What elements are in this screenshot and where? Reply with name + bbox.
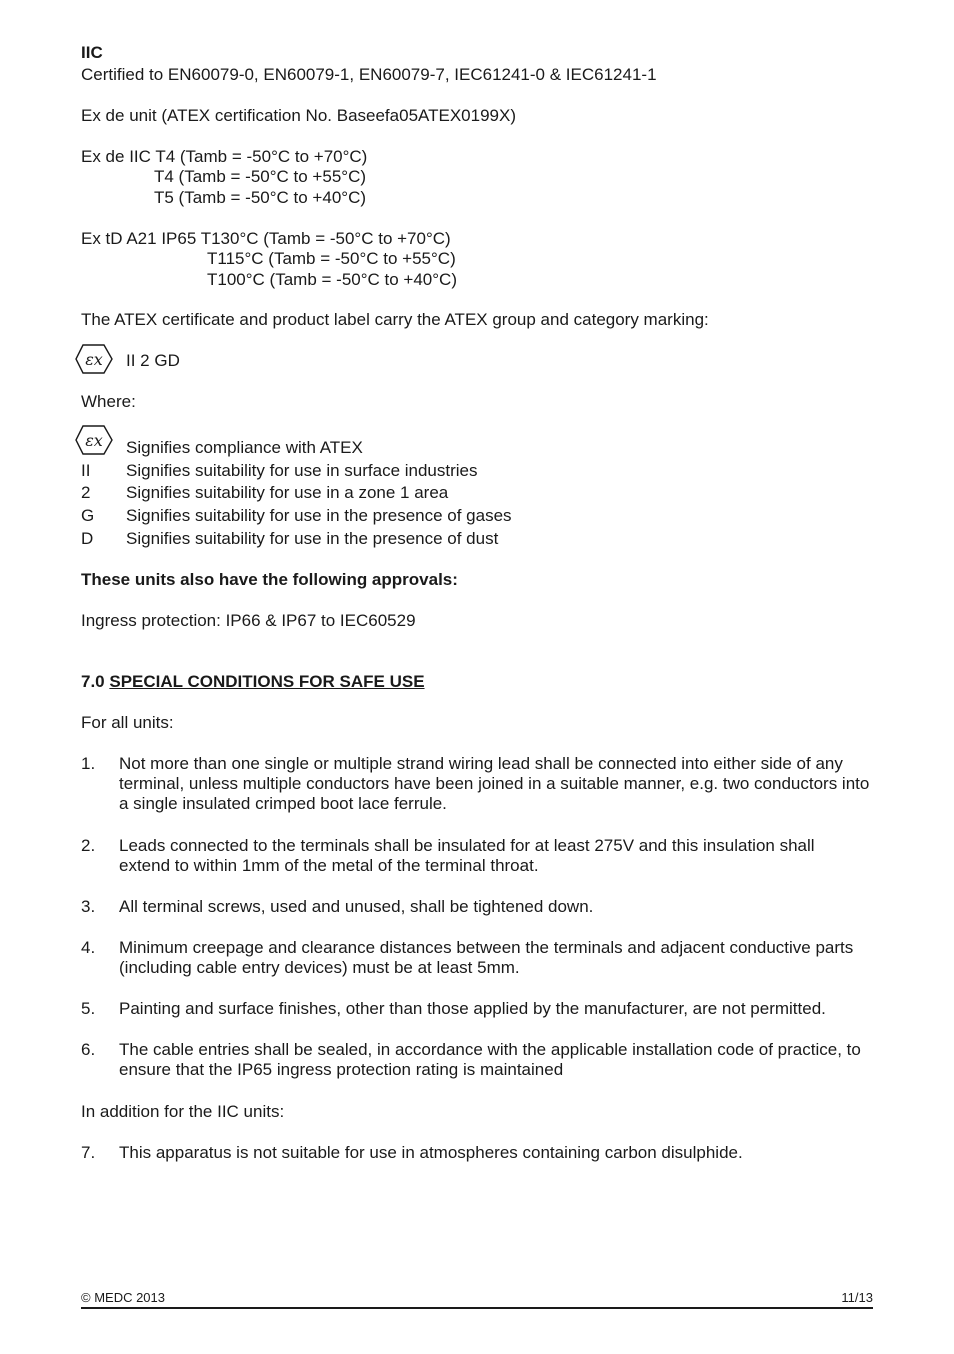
ingress-line: Ingress protection: IP66 & IP67 to IEC60529 bbox=[81, 611, 416, 630]
legend-key: 2 bbox=[81, 483, 91, 502]
legend-ex-desc: Signifies compliance with ATEX bbox=[126, 438, 363, 457]
condition-number: 2. bbox=[81, 836, 96, 855]
ex-td-line-1: Ex tD A21 IP65 T130°C (Tamb = -50°C to +70°C) bbox=[81, 229, 451, 248]
for-all-label: For all units: bbox=[81, 713, 174, 732]
legend-desc: Signifies suitability for use in surface industries bbox=[126, 461, 478, 480]
atex-intro: The ATEX certificate and product label carry the ATEX group and category marking: bbox=[81, 310, 709, 329]
legend-desc: Signifies suitability for use in the presence of gases bbox=[126, 506, 512, 525]
condition-text: Not more than one single or multiple strand wiring lead shall be connected into either side of any terminal, unless multiple conductors have been joined in a suitable manner, e.g. two conductors into a single insulated crimped boot lace ferrule. bbox=[119, 754, 870, 813]
where-label: Where: bbox=[81, 392, 136, 411]
group-heading: IIC bbox=[81, 43, 103, 62]
ex-de-line-2: T4 (Tamb = -50°C to +55°C) bbox=[154, 167, 367, 186]
condition-text: All terminal screws, used and unused, shall be tightened down. bbox=[119, 897, 594, 916]
ex-mark-icon bbox=[75, 425, 113, 455]
approvals-heading: These units also have the following approvals: bbox=[81, 570, 458, 589]
certified-line: Certified to EN60079-0, EN60079-1, EN60079-7, IEC61241-0 & IEC61241-1 bbox=[81, 65, 657, 84]
svg-text:εx: εx bbox=[85, 431, 103, 450]
section-number: 7.0 bbox=[81, 672, 105, 691]
ex-td-line-3: T100°C (Tamb = -50°C to +40°C) bbox=[207, 270, 457, 289]
condition-text: The cable entries shall be sealed, in accordance with the applicable installation code of practice, to ensure that the IP65 ingress protection rating is maintained bbox=[119, 1040, 861, 1079]
condition-number: 3. bbox=[81, 897, 96, 916]
section-heading bbox=[81, 672, 425, 692]
copyright-text: © MEDC 2013 bbox=[81, 1290, 165, 1305]
page-number: 11/13 bbox=[841, 1290, 873, 1305]
condition-text: This apparatus is not suitable for use in atmospheres containing carbon disulphide. bbox=[119, 1143, 743, 1162]
legend-key: II bbox=[81, 461, 91, 480]
atex-marking: II 2 GD bbox=[126, 351, 180, 370]
section-title: SPECIAL CONDITIONS FOR SAFE USE bbox=[109, 672, 425, 691]
ex-de-line-1: Ex de IIC T4 (Tamb = -50°C to +70°C) bbox=[81, 147, 368, 166]
legend-key: G bbox=[81, 506, 95, 525]
ex-de-unit-line: Ex de unit (ATEX certification No. Baseefa05ATEX0199X) bbox=[81, 106, 516, 125]
condition-number: 1. bbox=[81, 754, 96, 773]
condition-number: 7. bbox=[81, 1143, 96, 1162]
legend-key: D bbox=[81, 529, 94, 548]
footer-divider bbox=[81, 1307, 873, 1309]
ex-mark-icon bbox=[75, 344, 113, 374]
addition-label: In addition for the IIC units: bbox=[81, 1102, 285, 1121]
condition-text: Minimum creepage and clearance distances between the terminals and adjacent conductive parts (including cable entry devices) must be at least 5mm. bbox=[119, 938, 854, 977]
ex-td-line-2: T115°C (Tamb = -50°C to +55°C) bbox=[207, 249, 456, 268]
condition-number: 5. bbox=[81, 999, 96, 1018]
ex-de-line-3: T5 (Tamb = -50°C to +40°C) bbox=[154, 188, 367, 207]
svg-text:εx: εx bbox=[85, 350, 103, 369]
legend-desc: Signifies suitability for use in a zone 1 area bbox=[126, 483, 449, 502]
condition-text: Painting and surface finishes, other than those applied by the manufacturer, are not permitted. bbox=[119, 999, 826, 1018]
legend-desc: Signifies suitability for use in the presence of dust bbox=[126, 529, 499, 548]
condition-number: 6. bbox=[81, 1040, 96, 1059]
condition-text: Leads connected to the terminals shall be insulated for at least 275V and this insulation shall extend to within 1mm of the metal of the terminal throat. bbox=[119, 836, 815, 875]
condition-number: 4. bbox=[81, 938, 96, 957]
